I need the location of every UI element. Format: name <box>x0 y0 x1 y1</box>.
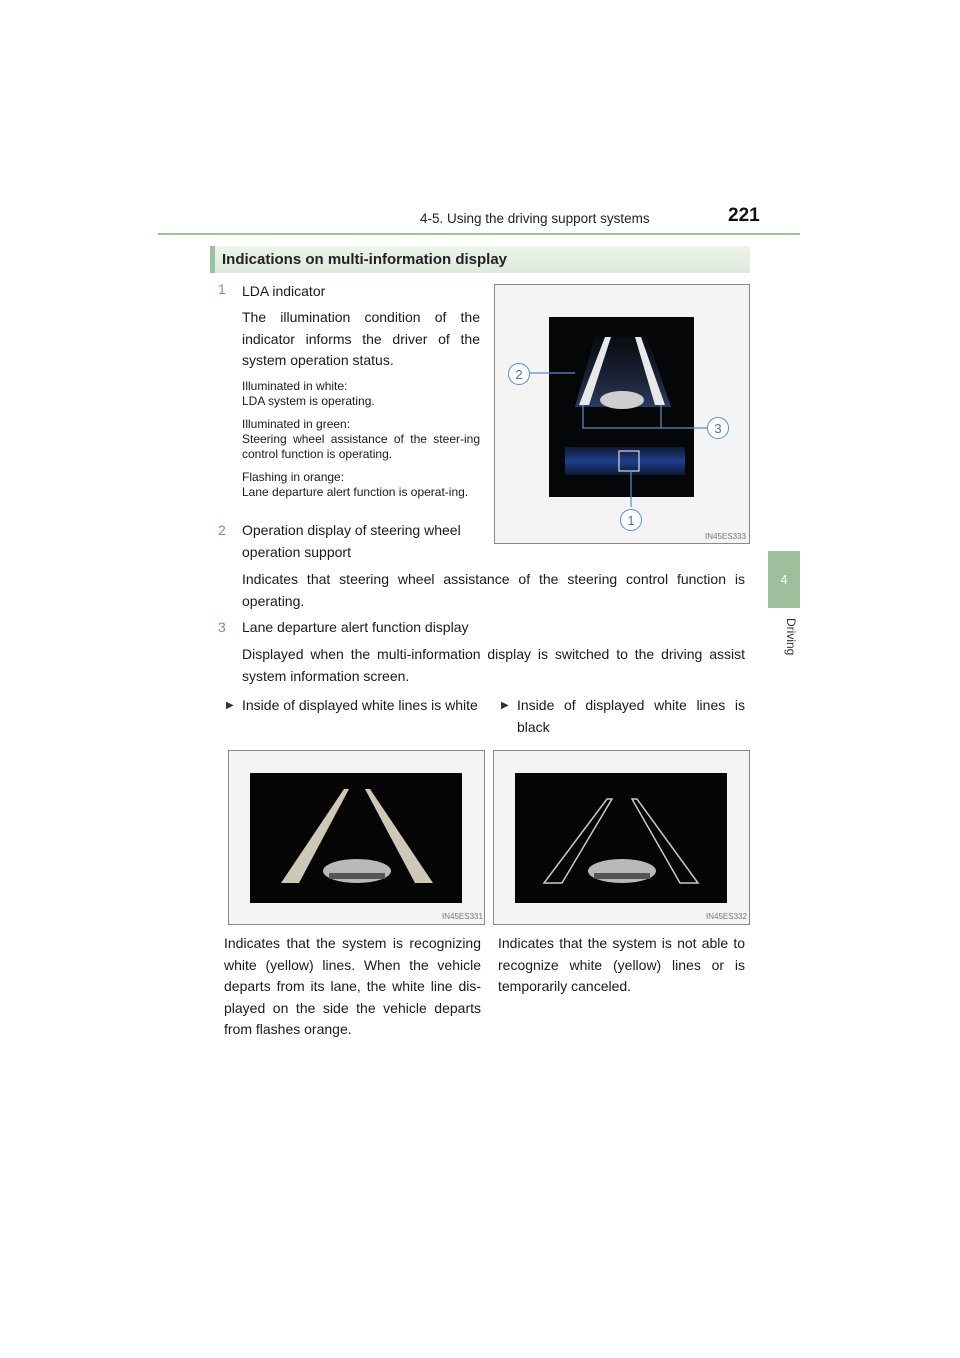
item-number-3: 3 <box>218 619 226 635</box>
bullet-arrow-left-icon: ▶ <box>226 700 234 711</box>
item-number-1: 1 <box>218 281 226 297</box>
running-header: 4-5. Using the driving support systems <box>420 211 650 226</box>
header-rule <box>158 233 800 235</box>
bullet-arrow-right-icon: ▶ <box>501 700 509 711</box>
figure-left-code: IN45ES331 <box>442 912 483 921</box>
item-title-3: Lane departure alert function display <box>242 619 469 635</box>
figure-left <box>228 750 485 925</box>
figure-main-illustration <box>495 285 749 543</box>
state-orange <box>242 470 480 500</box>
figure-left-illustration <box>229 751 484 924</box>
item-body-1: The illumination condition of the indicator informs the driver of the system operation status. <box>242 309 480 368</box>
item-body-3: Displayed when the multi-information display is switched to the driving assist system information screen. <box>242 646 745 684</box>
figure-main-callout-2: 2 <box>508 363 530 385</box>
state-white-label: Illuminated in white: <box>242 379 348 393</box>
state-green <box>242 417 480 462</box>
item-title-2: Operation display of steering wheel operation support <box>242 522 461 560</box>
figure-right-description: Indicates that the system is not able to recognize white (yellow) lines or is temporarily canceled. <box>498 935 745 994</box>
state-white <box>242 379 480 409</box>
state-orange-label: Flashing in orange: <box>242 470 345 484</box>
figure-left-description: Indicates that the system is recognizing white (yellow) lines. When the vehicle departs from its lane, the white line dis-played on the side the vehicle departs from flashes orange. <box>224 935 481 1037</box>
figure-right-illustration <box>494 751 749 924</box>
state-orange-text: Lane departure alert function is operat-ing. <box>242 485 469 499</box>
item-number-2: 2 <box>218 522 226 538</box>
figure-main-code: IN45ES333 <box>705 532 746 541</box>
state-white-text: LDA system is operating. <box>242 394 375 408</box>
chapter-label: Driving <box>784 618 798 656</box>
state-green-label: Illuminated in green: <box>242 417 351 431</box>
state-green-text: Steering wheel assistance of the steer-ing control function is operating. <box>242 432 480 461</box>
page-number: 221 <box>728 205 760 226</box>
item-title-1: LDA indicator <box>242 283 326 299</box>
figure-main-callout-3: 3 <box>707 417 729 439</box>
chapter-tab[interactable]: 4 <box>768 551 800 608</box>
figure-right <box>493 750 750 925</box>
figure-main-callout-1: 1 <box>620 509 642 531</box>
section-heading: Indications on multi-information display <box>222 251 508 268</box>
figure-left-caption: Inside of displayed white lines is white <box>242 697 478 713</box>
figure-right-code: IN45ES332 <box>706 912 747 921</box>
figure-right-caption: Inside of displayed white lines is black <box>517 697 745 735</box>
item-body-2: Indicates that steering wheel assistance of the steering control function is operating. <box>242 571 745 609</box>
figure-main <box>494 284 750 544</box>
